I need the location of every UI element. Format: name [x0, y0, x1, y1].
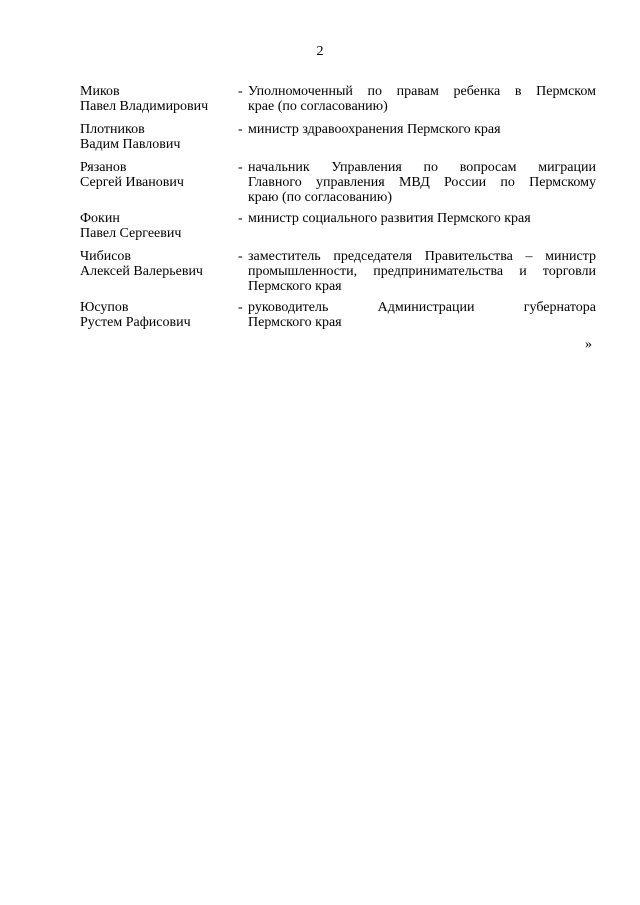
member-surname: Фокин	[80, 211, 120, 226]
member-given-name: Рустем Рафисович	[80, 315, 191, 330]
role-line: Уполномоченный по правам ребенка в Пермском	[248, 84, 596, 99]
role-dash: -	[238, 84, 243, 99]
role-line: краю (по согласованию)	[248, 190, 393, 205]
member-entry-yusupov	[80, 300, 596, 330]
role-line: заместитель председателя Правительства – министр	[248, 249, 596, 264]
member-entry-plotnikov	[80, 122, 596, 152]
member-role	[238, 122, 596, 152]
member-entry-ryazanov	[80, 160, 596, 205]
member-name	[80, 211, 238, 241]
member-role	[238, 211, 596, 241]
role-line: начальник Управления по вопросам миграции	[248, 160, 596, 175]
role-line: промышленности, предпринимательства и торговли	[248, 264, 596, 279]
page-number: 2	[316, 44, 324, 59]
member-name	[80, 249, 238, 294]
member-entry-chibisov	[80, 249, 596, 294]
role-line: крае (по согласованию)	[248, 99, 388, 114]
member-surname: Миков	[80, 84, 120, 99]
member-role	[238, 249, 596, 294]
role-line: Пермского края	[248, 279, 342, 294]
role-line: министр социального развития Пермского края	[248, 211, 531, 226]
member-name	[80, 160, 238, 205]
role-dash: -	[238, 249, 243, 264]
role-dash: -	[238, 300, 243, 315]
member-role	[238, 84, 596, 114]
member-name	[80, 84, 238, 114]
role-line: Пермского края	[248, 315, 342, 330]
member-given-name: Сергей Иванович	[80, 175, 184, 190]
member-entry-mikov	[80, 84, 596, 114]
member-surname: Юсупов	[80, 300, 129, 315]
role-line: Главного управления МВД России по Пермскому	[248, 175, 596, 190]
role-line: министр здравоохранения Пермского края	[248, 122, 501, 137]
member-surname: Рязанов	[80, 160, 127, 175]
role-dash: -	[238, 211, 243, 226]
member-surname: Чибисов	[80, 249, 132, 264]
member-entry-fokin	[80, 211, 596, 241]
member-given-name: Вадим Павлович	[80, 137, 181, 152]
member-role	[238, 300, 596, 330]
role-line: руководитель Администрации губернатора	[248, 300, 596, 315]
member-role	[238, 160, 596, 205]
member-given-name: Павел Сергеевич	[80, 226, 182, 241]
member-given-name: Алексей Валерьевич	[80, 264, 203, 279]
role-dash: -	[238, 122, 243, 137]
closing-quote: »	[585, 337, 592, 352]
role-dash: -	[238, 160, 243, 175]
member-name	[80, 300, 238, 330]
member-given-name: Павел Владимирович	[80, 99, 209, 114]
member-name	[80, 122, 238, 152]
member-surname: Плотников	[80, 122, 145, 137]
